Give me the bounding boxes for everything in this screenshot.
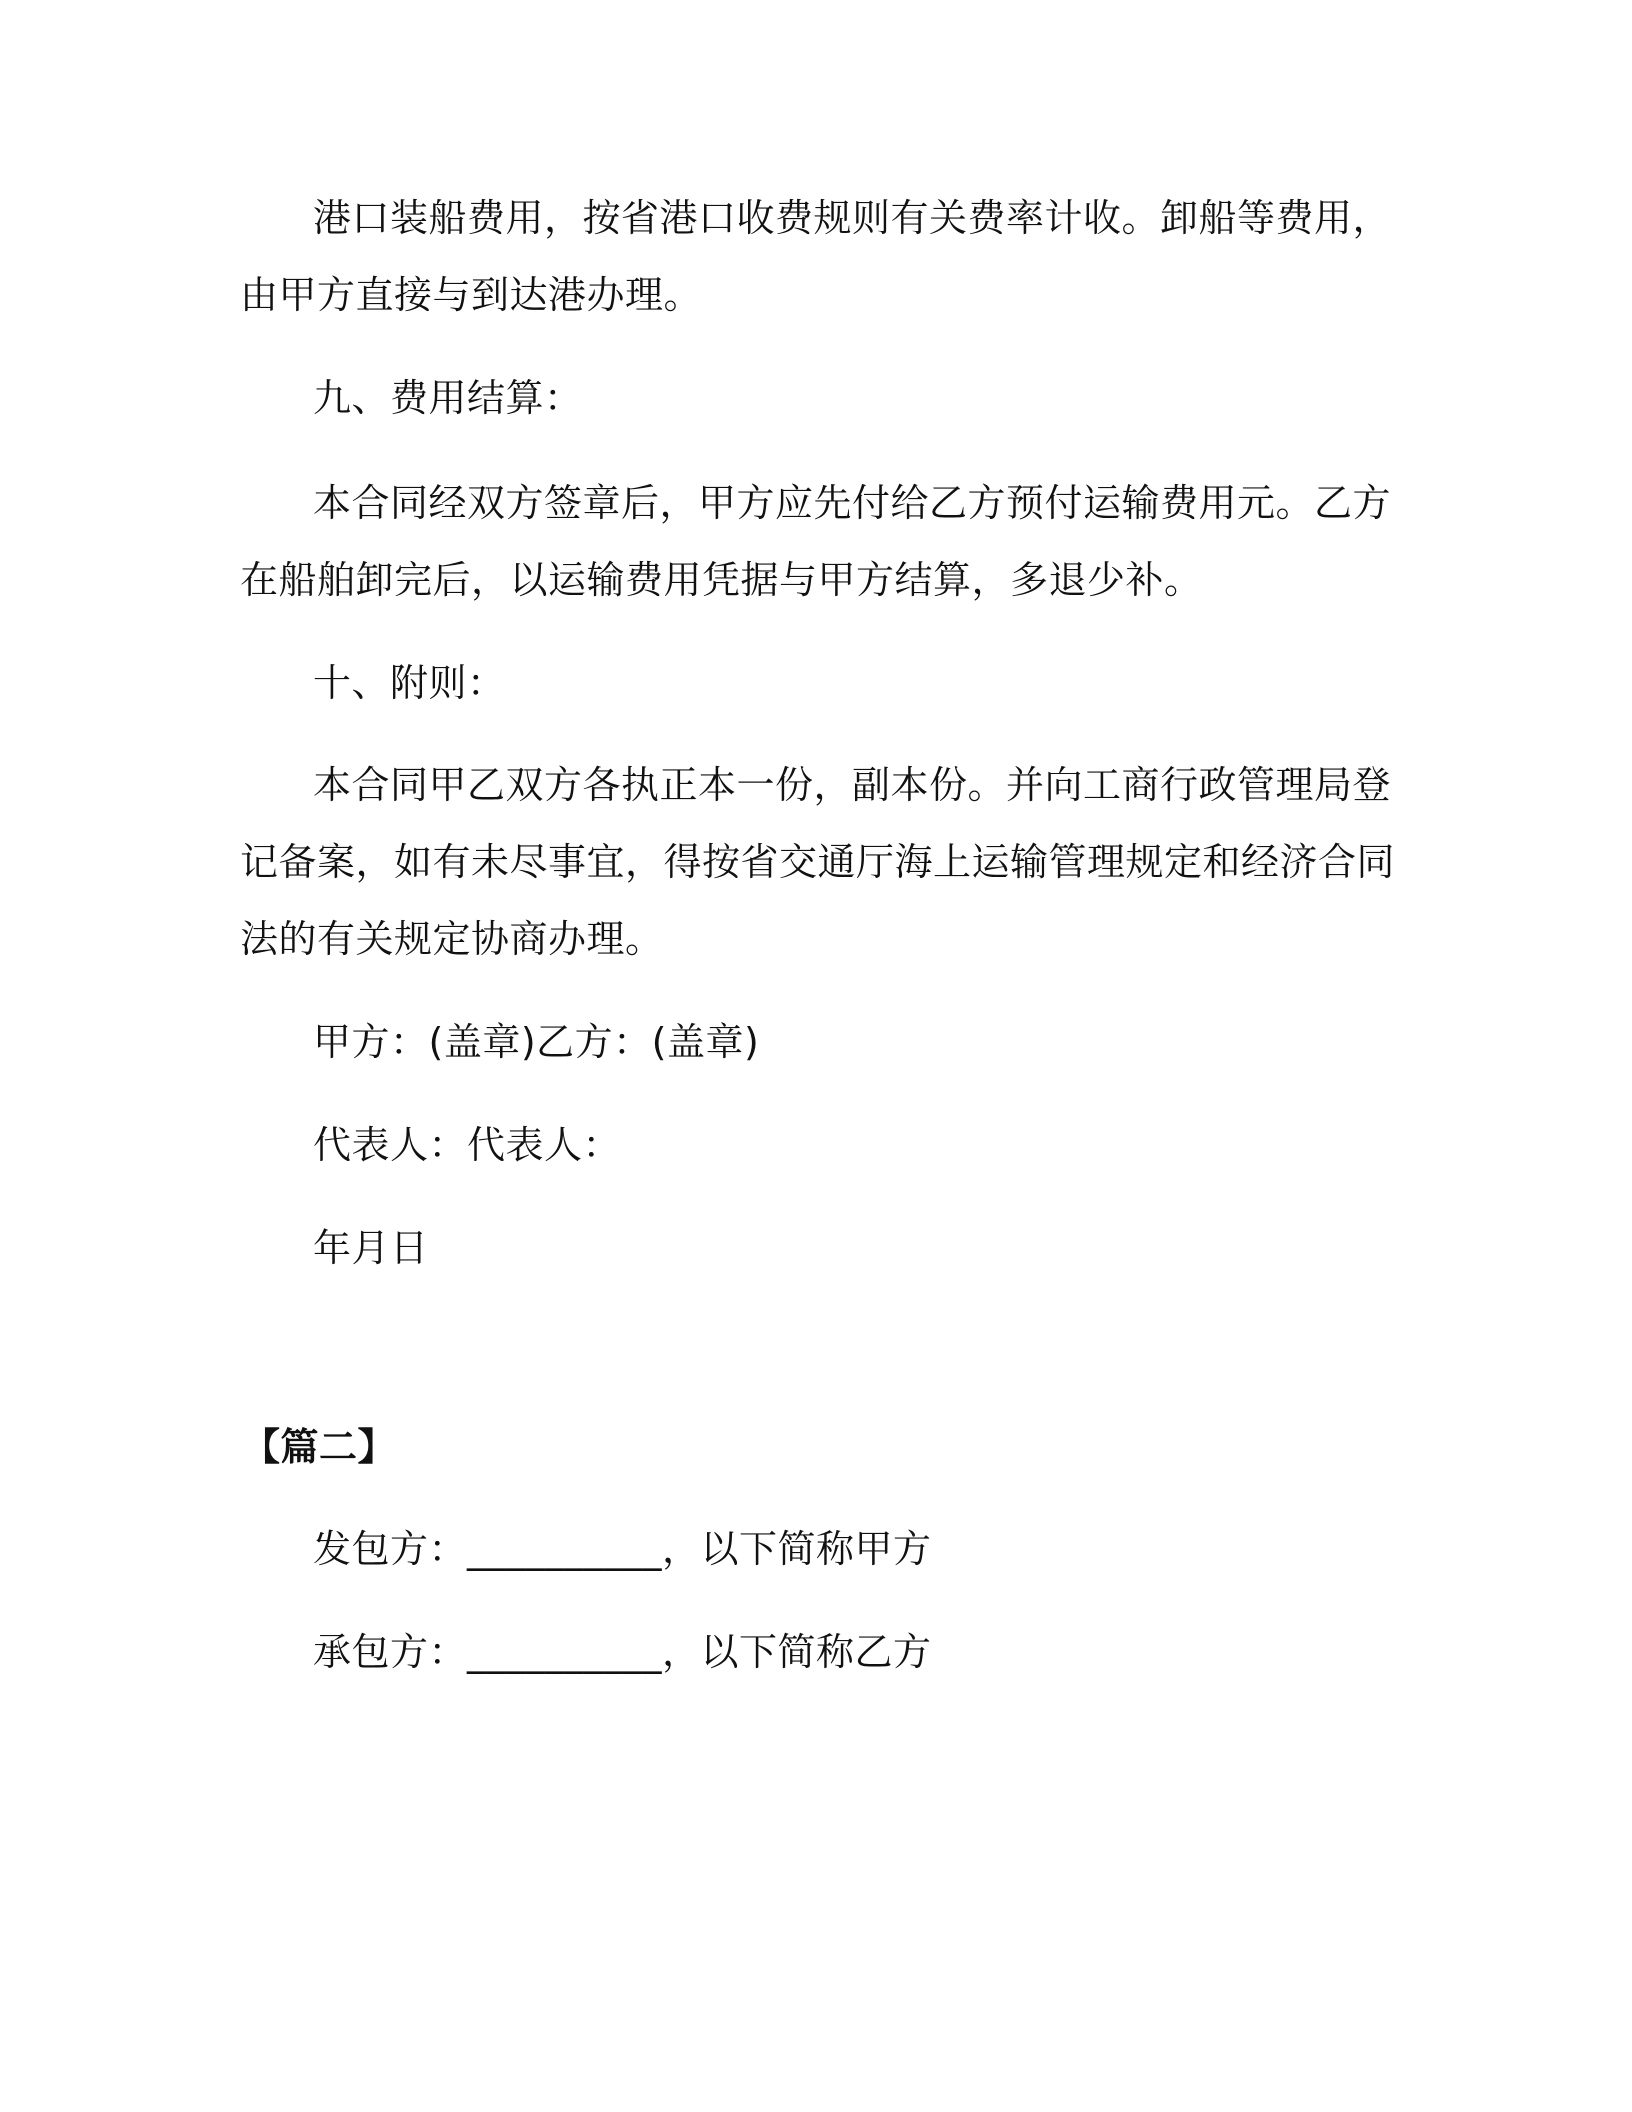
clause-9-settlement-line-1: 本合同经双方签章后，甲方应先付给乙方预付运输费用元。乙方 bbox=[313, 481, 1392, 525]
clause-9-settlement-line-2: 在船舶卸完后，以运输费用凭据与甲方结算，多退少补。 bbox=[240, 558, 1203, 602]
representatives-line: 代表人：代表人： bbox=[313, 1123, 622, 1167]
date-line: 年月日 bbox=[313, 1226, 429, 1270]
clause-10-appendix-line-1: 本合同甲乙双方各执正本一份，副本份。并向工商行政管理局登 bbox=[313, 763, 1392, 807]
clause-8-fees-line-1: 港口装船费用，按省港口收费规则有关费率计收。卸船等费用， bbox=[313, 196, 1392, 240]
signature-parties-line: 甲方：(盖章)乙方：(盖章) bbox=[313, 1020, 760, 1064]
clause-8-fees-line-2: 由甲方直接与到达港办理。 bbox=[240, 273, 703, 317]
contractor-line: 承包方：__________，以下简称乙方 bbox=[313, 1630, 932, 1674]
section-heading-9: 九、费用结算： bbox=[313, 376, 583, 420]
part-two-heading: 【篇二】 bbox=[242, 1425, 397, 1469]
clause-10-appendix-line-3: 法的有关规定协商办理。 bbox=[240, 917, 664, 961]
clause-10-appendix-line-2: 记备案，如有未尽事宜，得按省交通厅海上运输管理规定和经济合同 bbox=[240, 840, 1396, 884]
section-heading-10: 十、附则： bbox=[313, 661, 506, 705]
employer-line: 发包方：__________，以下简称甲方 bbox=[313, 1527, 932, 1571]
